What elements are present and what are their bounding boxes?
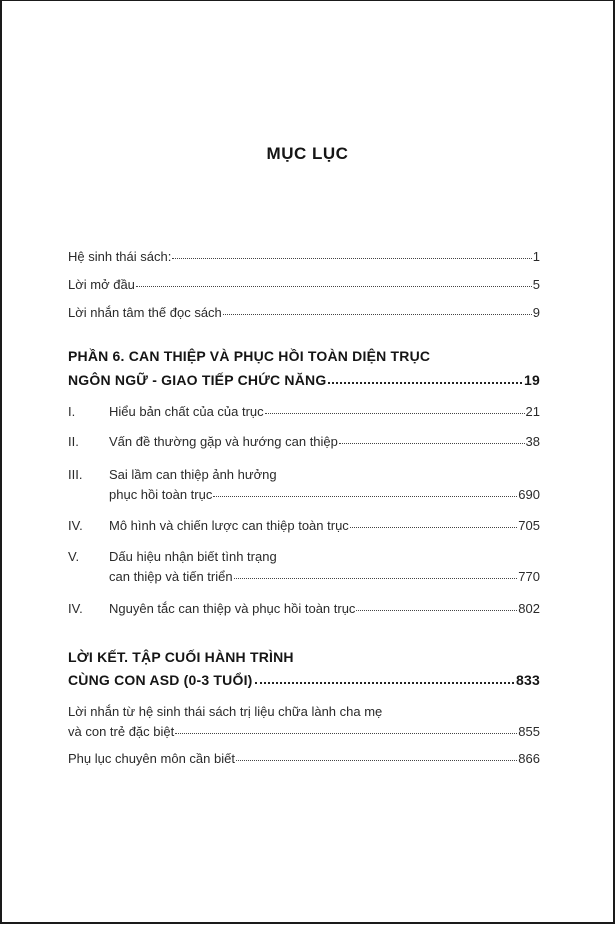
toc-page-number: 866 xyxy=(518,751,540,766)
toc-page-number: 770 xyxy=(518,569,540,584)
toc-entry-text: và con trẻ đặc biệt xyxy=(68,724,175,739)
toc-page-number: 690 xyxy=(518,487,540,502)
dot-leader xyxy=(350,526,517,528)
closing-heading-line1[interactable]: LỜI KẾT. TẬP CUỐI HÀNH TRÌNH xyxy=(68,649,294,665)
dot-leader xyxy=(356,609,517,611)
toc-entry-text: Vấn đề thường gặp và hướng can thiệp xyxy=(109,434,338,449)
closing-heading-text: CÙNG CON ASD (0-3 TUỔI) xyxy=(68,672,253,688)
toc-entry[interactable] xyxy=(68,277,540,292)
item-numeral: IV. xyxy=(68,601,83,616)
toc-page-number: 855 xyxy=(518,724,540,739)
toc-page-number: 705 xyxy=(518,518,540,533)
toc-entry-text: phục hồi toàn trục xyxy=(109,487,213,502)
dot-leader xyxy=(236,759,517,761)
toc-entry-text: can thiệp và tiến triển xyxy=(109,569,233,584)
toc-page-number: 1 xyxy=(532,249,540,264)
dot-leader xyxy=(223,313,532,315)
toc-entry-text: Phụ lục chuyên môn cần biết xyxy=(68,751,235,766)
toc-entry[interactable] xyxy=(109,487,540,502)
toc-entry[interactable] xyxy=(68,249,540,264)
dot-leader xyxy=(213,495,517,497)
item-numeral: I. xyxy=(68,404,76,419)
toc-entry[interactable] xyxy=(109,518,540,533)
dot-leader xyxy=(328,381,522,384)
toc-entry[interactable] xyxy=(109,569,540,584)
toc-page-number: 9 xyxy=(532,305,540,320)
toc-page-number: 5 xyxy=(532,277,540,292)
toc-entry-text: Nguyên tắc can thiệp và phục hồi toàn trục xyxy=(109,601,356,616)
item-numeral: II. xyxy=(68,434,79,449)
toc-entry[interactable] xyxy=(68,724,540,739)
toc-entry-text: Mô hình và chiến lược can thiệp toàn trục xyxy=(109,518,349,533)
toc-page-number: 38 xyxy=(525,434,540,449)
dot-leader xyxy=(339,442,525,444)
item-numeral: V. xyxy=(68,549,80,564)
item-numeral: III. xyxy=(68,467,83,482)
toc-entry[interactable] xyxy=(109,404,540,419)
toc-entry-text: Hiểu bản chất của của trục xyxy=(109,404,264,419)
toc-entry-line1: Sai lầm can thiệp ảnh hưởng xyxy=(109,467,277,482)
toc-entry[interactable] xyxy=(109,434,540,449)
part6-heading-line1[interactable]: PHẦN 6. CAN THIỆP VÀ PHỤC HỒI TOÀN DIỆN TRỤC xyxy=(68,348,431,364)
toc-page-number: 833 xyxy=(516,672,540,688)
dot-leader xyxy=(255,681,515,684)
dot-leader xyxy=(265,412,525,414)
dot-leader xyxy=(136,285,532,287)
part6-heading-line2[interactable] xyxy=(68,372,540,388)
dot-leader xyxy=(175,732,517,734)
dot-leader xyxy=(172,257,531,259)
toc-entry-line1: Dấu hiệu nhận biết tình trạng xyxy=(109,549,277,564)
item-numeral: IV. xyxy=(68,518,83,533)
toc-page-number: 802 xyxy=(518,601,540,616)
toc-entry-text: Hệ sinh thái sách: xyxy=(68,249,172,264)
dot-leader xyxy=(234,577,518,579)
toc-entry-text: Lời mở đầu xyxy=(68,277,135,292)
part6-heading-text: NGÔN NGỮ - GIAO TIẾP CHỨC NĂNG xyxy=(68,372,327,388)
toc-entry[interactable] xyxy=(68,751,540,766)
toc-page-number: 19 xyxy=(524,372,540,388)
toc-page-number: 21 xyxy=(525,404,540,419)
toc-entry[interactable] xyxy=(109,601,540,616)
toc-entry[interactable] xyxy=(68,305,540,320)
toc-entry-line1: Lời nhắn từ hệ sinh thái sách trị liệu chữa lành cha mẹ xyxy=(68,704,383,719)
toc-title: MỤC LỤC xyxy=(266,144,349,163)
toc-entry-text: Lời nhắn tâm thế đọc sách xyxy=(68,305,222,320)
closing-heading-line2[interactable] xyxy=(68,672,540,688)
